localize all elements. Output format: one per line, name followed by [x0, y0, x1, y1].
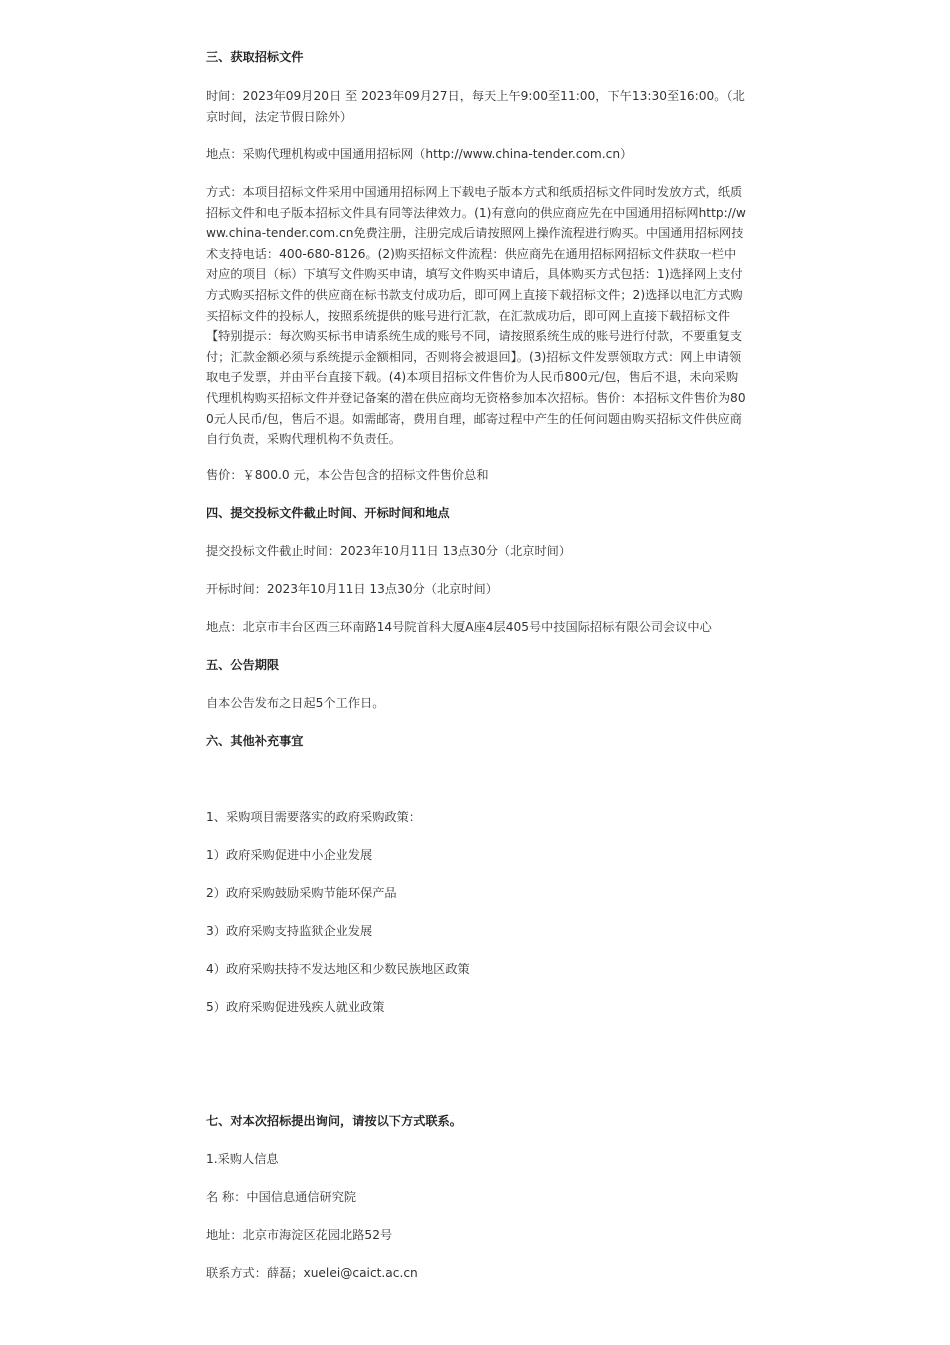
- section-3-method: 方式：本项目招标文件采用中国通用招标网上下载电子版本方式和纸质招标文件同时发放方式，纸质招标文件和电子版本招标文件具有同等法律效力。(1)有意向的供应商应先在中国通用招标网http://www.china-tender.com.cn免费注册，注册完成后请按照网上操作流程进行购买。中国通用招标网技术支持电话：400-680-8126。(2)购买招标文件流程：供应商先在通用招标网招标文件获取一栏中对应的项目（标）下填写文件购买申请，填写文件购买申请后，具体购买方式包括：1)选择网上支付方式购买招标文件的供应商在标书款支付成功后，即可网上直接下载招标文件；2)选择以电汇方式购买招标文件的投标人，按照系统提供的账号进行汇款，在汇款成功后，即可网上直接下载招标文件【特别提示：每次购买标书申请系统生成的账号不同，请按照系统生成的账号进行付款，不要重复支付；汇款金额必须与系统提示金额相同，否则将会被退回】。(3)招标文件发票领取方式：网上申请领取电子发票，并由平台直接下载。(4)本项目招标文件售价为人民币800元/包，售后不退，未向采购代理机构购买招标文件并登记备案的潜在供应商均无资格参加本次招标。售价：本招标文件售价为800元人民币/包，售后不退。如需邮寄，费用自理，邮寄过程中产生的任何问题由购买招标文件供应商自行负责，采购代理机构不负责任。: [206, 185, 746, 447]
- section-5-heading: 五、公告期限: [206, 658, 280, 672]
- section-3-time: 时间：2023年09月20日 至 2023年09月27日，每天上午9:00至11:00，下午13:30至16:00。（北京时间，法定节假日除外）: [206, 89, 745, 124]
- section-7-address: 地址：北京市海淀区花园北路52号: [206, 1228, 393, 1242]
- section-7-name: 名 称：中国信息通信研究院: [206, 1190, 357, 1204]
- section-4-deadline: 提交投标文件截止时间：2023年10月11日 13点30分（北京时间）: [206, 544, 572, 558]
- policy-item: 2）政府采购鼓励采购节能环保产品: [206, 886, 397, 900]
- section-7-purchaser: 1.采购人信息: [206, 1152, 279, 1166]
- section-3-price: 售价：￥800.0 元，本公告包含的招标文件售价总和: [206, 468, 489, 482]
- section-6-heading: 六、其他补充事宜: [206, 734, 304, 748]
- section-4-place: 地点：北京市丰台区西三环南路14号院首科大厦A座4层405号中技国际招标有限公司会议中心: [206, 620, 712, 634]
- policy-item: 4）政府采购扶持不发达地区和少数民族地区政策: [206, 962, 470, 976]
- section-3-place: 地点：采购代理机构或中国通用招标网（http://www.china-tender.com.cn）: [206, 147, 633, 161]
- section-4-heading: 四、提交投标文件截止时间、开标时间和地点: [206, 506, 450, 520]
- section-6-policy-intro: 1、采购项目需要落实的政府采购政策：: [206, 810, 421, 824]
- policy-item: 1）政府采购促进中小企业发展: [206, 848, 373, 862]
- section-7-contact: 联系方式：薛磊；xuelei@caict.ac.cn: [206, 1266, 418, 1280]
- section-7-heading: 七、对本次招标提出询问，请按以下方式联系。: [206, 1114, 462, 1128]
- section-3-heading: 三、获取招标文件: [206, 50, 304, 64]
- section-4-opening: 开标时间：2023年10月11日 13点30分（北京时间）: [206, 582, 498, 596]
- policy-item: 5）政府采购促进残疾人就业政策: [206, 1000, 385, 1014]
- policy-item: 3）政府采购支持监狱企业发展: [206, 924, 373, 938]
- section-5-body: 自本公告发布之日起5个工作日。: [206, 696, 385, 710]
